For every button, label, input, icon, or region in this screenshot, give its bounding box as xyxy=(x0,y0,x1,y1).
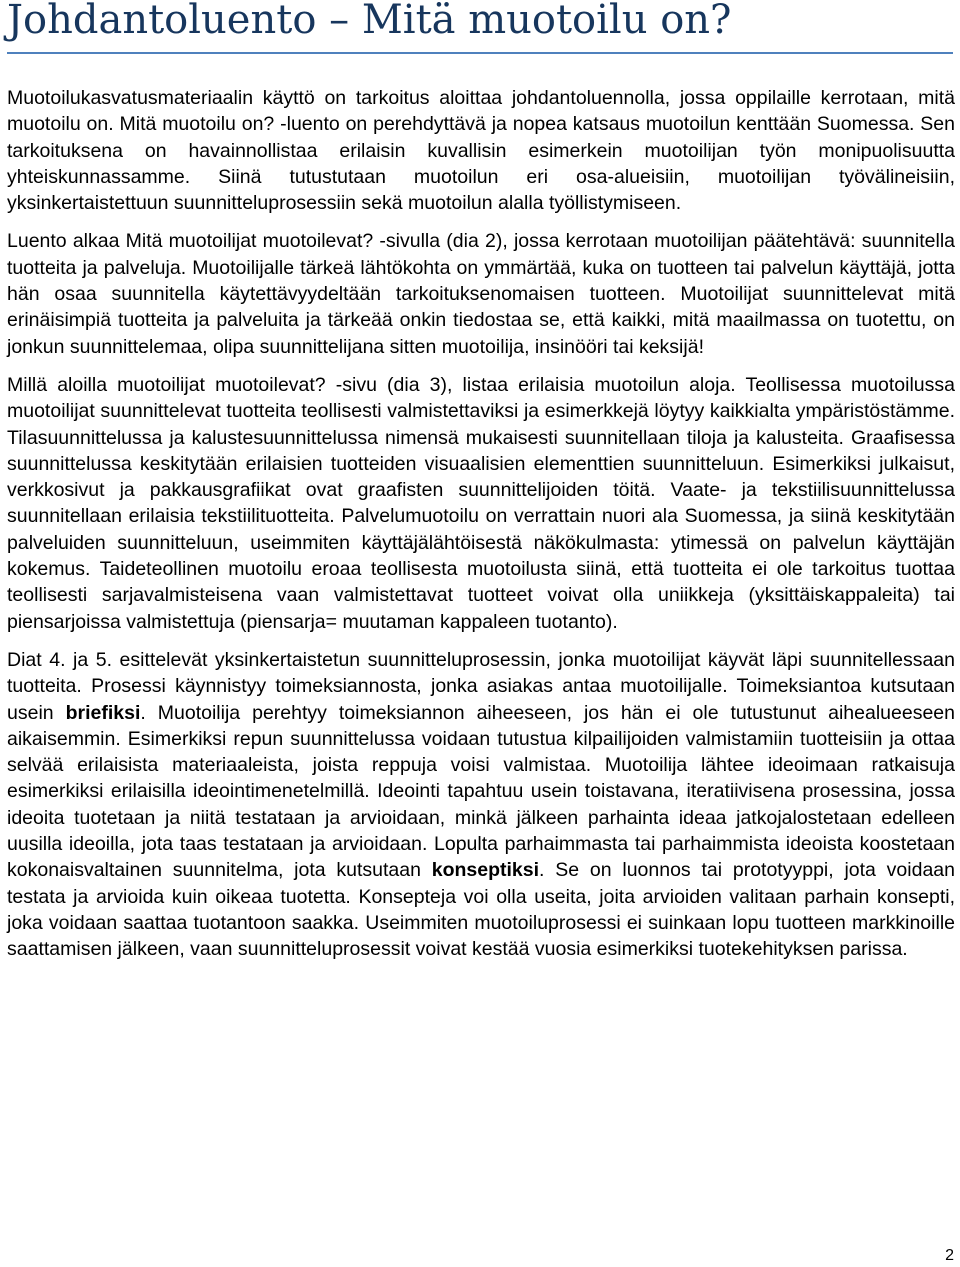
document-title: Johdantoluento – Mitä muotoilu on? xyxy=(7,0,732,43)
page-number: 2 xyxy=(945,1247,954,1264)
process-text-part-1: Diat 4. ja 5. esittelevät yksinkertaistetun suunnitteluprosessin, jonka muotoilijat käyvät läpi suunnitellessaan tuotteita. Prosessi käynnistyy toimeksiannosta, jonka asiakas antaa muotoilijalle. Toimeksiantoa kutsutaan usein xyxy=(7,648,955,724)
paragraph-intro: Muotoilukasvatusmateriaalin käyttö on tarkoitus aloittaa johdantoluennolla, jossa oppilaille kerrotaan, mitä muotoilu on. Mitä muotoilu on? -luento on perehdyttävä ja nopea katsaus muotoilun kenttään Suomessa. Sen tarkoituksena on havainnollistaa erilaisin kuvallisin esimerkein muotoilijan työn monipuolisuutta yhteiskunnassamme. Siinä tutustutaan muotoilun eri osa-alueisiin, muotoilijan työvälineisiin, yksinkertaistettuun suunnitteluprosessiin sekä muotoilun alalla työllistymiseen. xyxy=(7,87,955,215)
title-underline xyxy=(7,52,953,54)
process-text-part-3: . Se on luonnos tai prototyyppi, jota voidaan testata ja arvioida kuin oikeaa tuotetta. Konsepteja voi olla useita, joita arvioiden valitaan parhain konsepti, joka voidaan saattaa tuotantoon saakka. Useimmiten muotoiluprosessi ei suinkaan lopu tuotteen markkinoille saattamisen jälkeen, vaan suunnitteluprosessit voivat kestää vuosia esimerkiksi tuotekehityksen parissa. xyxy=(7,859,955,961)
term-concept: konseptiksi xyxy=(431,859,540,882)
paragraph-design-fields: Millä aloilla muotoilijat muotoilevat? -sivu (dia 3), listaa erilaisia muotoilun aloja. Teollisessa muotoilussa muotoilijat suunnittelevat tuotteita teollisesti valmistettaviksi ja esimerkkejä löytyy kaikkialta ympäristöstämme. Tilasuunnittelussa ja kalustesuunnittelussa nimensä mukaisesti suunnitellaan tiloja ja kalusteita. Graafisessa suunnittelussa keskitytään erilaisien tuotteiden visuaalisien elementtien suunnitteluun. Esimerkiksi julkaisut, verkkosivut ja pakkausgrafiikat ovat graafisten suunnittelijoiden töitä. Vaate- ja tekstiilisuunnittelussa suunnitellaan erilaisia tekstiilituotteita. Palvelumuotoilu on verrattain nuori ala Suomessa, ja siinä keskitytään palveluiden suunnitteluun, useimmiten käyttäjälähtöisestä näkökulmasta: ytimessä on palvelun käyttäjän kokemus. Taideteollinen muotoilu eroaa teollisesta muotoilusta siinä, että tuotteita ei ole tarkoitus tuottaa teollisesti sarjavalmisteisena vaan valmistettavat tuotteet voivat olla uniikkeja (yksittäiskappaleita) tai piensarjoissa valmistettuja (piensarja= muutaman kappaleen tuotanto). xyxy=(7,373,955,633)
document-body xyxy=(7,85,955,963)
paragraph-lecture-start: Luento alkaa Mitä muotoilijat muotoilevat? -sivulla (dia 2), jossa kerrotaan muotoilijan päätehtävä: suunnitella tuotteita ja palveluja. Muotoilijalle tärkeä lähtökohta on ymmärtää, kuka on tuotteen tai palvelun käyttäjä, jotta hän osaa suunnitella käytettävyydeltään tarkoituksenomaisen tuotteen. Muotoilijat suunnittelevat mitä erinäisimpiä tuotteita ja palveluita ja tärkeää onkin tiedostaa se, että kaikki, mitä maailmassa on tuotettu, on jonkun suunnittelemaa, olipa suunnittelijana sitten muotoilija, insinööri tai keksijä! xyxy=(7,230,955,358)
term-brief: briefiksi xyxy=(65,701,141,724)
paragraph-design-process xyxy=(7,647,955,963)
process-text-part-2: . Muotoilija perehtyy toimeksiannon aiheeseen, jos hän ei ole tutustunut aihealueeseen aikaisemmin. Esimerkiksi repun suunnittelussa voidaan tutustua kilpailijoiden valmistamiin tuotteisiin ja ottaa selvää erilaisista materiaaleista, joista reppuja voisi valmistaa. Muotoilija lähtee ideoimaan ratkaisuja esimerkiksi erilaisilla ideointimenetelmillä. Ideointi tapahtuu usein toistavana, iteratiivisena prosessina, jossa ideoita tuotetaan ja niitä testataan ja arvioidaan, minkä jälkeen parhainta ideaa jatkojalostetaan edelleen uusilla ideoilla, jota taas testataan ja arvioidaan. Lopulta parhaimmasta tai parhaimmista ideoista koostetaan kokonaisvaltainen suunnitelma, jota kutsutaan xyxy=(7,701,955,882)
